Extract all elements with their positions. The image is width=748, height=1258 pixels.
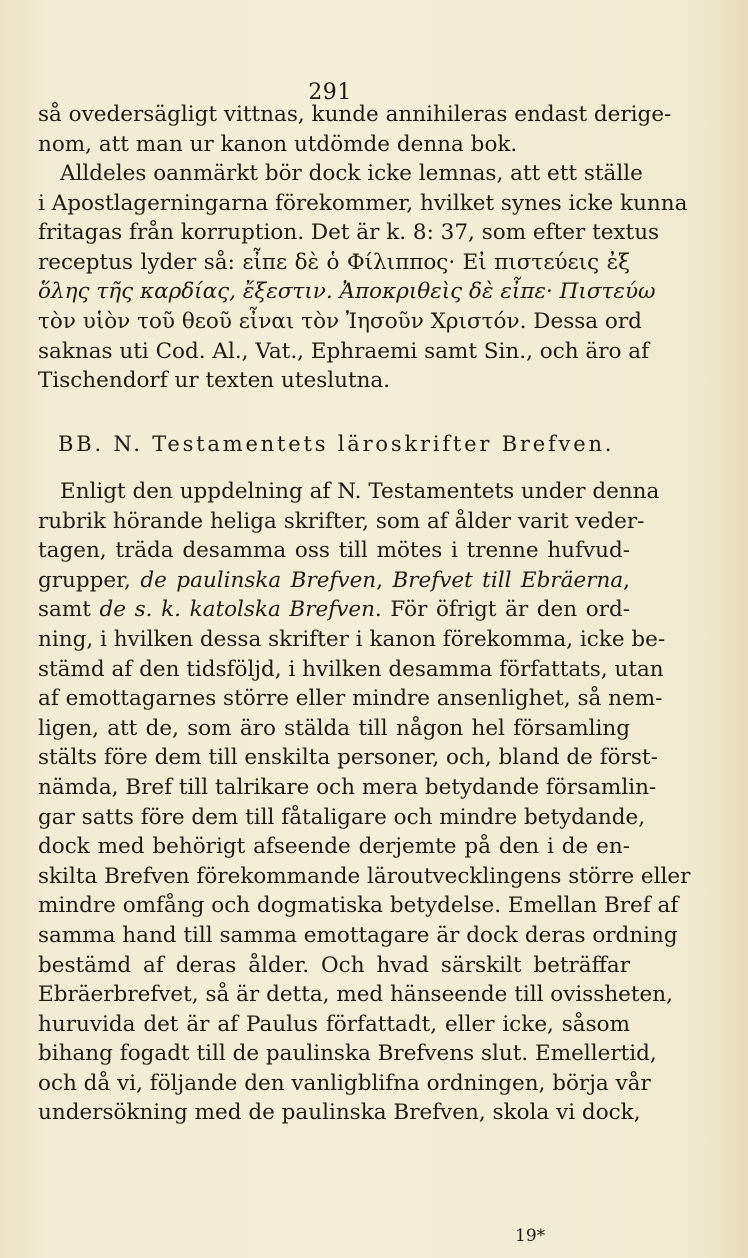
text-run: samt	[38, 597, 100, 623]
text-line: ning, i hvilken dessa skrifter i kanon förekomma, icke be-	[38, 626, 666, 652]
text-run: ,	[376, 567, 393, 593]
text-line: gar satts före dem till fåtaligare och mindre betydande,	[38, 804, 646, 830]
text-line: fritagas från korruption. Det är k. 8: 37, som efter textus	[38, 220, 660, 246]
paragraph-apostlagerningarna	[38, 159, 688, 396]
page-number: 291	[308, 80, 352, 105]
text-line: Tischendorf ur texten uteslutna.	[38, 368, 391, 394]
text-run: . För öfrigt är den ord-	[374, 597, 631, 623]
signature-mark: 19*	[515, 1226, 546, 1246]
text-line: stämd af den tidsföljd, i hvilken desamma författats, utan	[38, 656, 664, 682]
text-line: Enligt den uppdelning af N. Testamentets under denna	[60, 479, 660, 504]
section-heading: BB. N. Testamentets läroskrifter Brefven.	[58, 432, 615, 456]
text-line: saknas uti Cod. Al., Vat., Ephraemi samt Sin., och äro af	[38, 338, 650, 364]
text-line: i Apostlagerningarna förekommer, hvilket synes icke kunna	[38, 190, 688, 216]
text-line: af emottagarnes större eller mindre ansenlighet, så nem-	[38, 686, 663, 712]
text-line: ligen, att de, som äro stälda till någon hel församling	[38, 715, 630, 741]
text-line: huruvida det är af Paulus författadt, eller icke, såsom	[38, 1011, 630, 1037]
text-line: nom, att man ur kanon utdömde denna bok.	[38, 131, 518, 157]
text-line-mixed	[38, 595, 630, 625]
text-line-greek: τὸν υἱὸν τοῦ θεοῦ εἶναι τὸν Ἰησοῦν Χριστόν. Dessa ord	[38, 308, 642, 334]
text-run: grupper,	[38, 567, 141, 593]
text-line: tagen, träda desamma oss till mötes i trenne hufvud-	[38, 538, 630, 564]
text-line: och då vi, följande den vanligblifna ordningen, börja vår	[38, 1070, 651, 1096]
text-line-greek: ὅλης τῆς καρδίας, ἔξεστιν. Ἀποκριθεὶς δὲ εἶπε· Πιστεύω	[38, 279, 656, 305]
text-line: bestämd af deras ålder. Och hvad särskilt beträffar	[38, 952, 630, 978]
italic-term: de paulinska Brefven	[140, 567, 377, 593]
text-line: Ebräerbrefvet, så är detta, med hänseende till ovissheten,	[38, 982, 673, 1008]
text-line: skilta Brefven förekommande läroutvecklingens större eller	[38, 863, 691, 889]
text-line: stälts före dem till enskilta personer, och, bland de först-	[38, 745, 658, 771]
text-line: Alldeles oanmärkt bör dock icke lemnas, att ett ställe	[60, 161, 643, 186]
paragraph-brefven	[38, 477, 691, 1128]
italic-term: de s. k. katolska Brefven	[99, 597, 375, 623]
paragraph-continuation	[38, 100, 672, 159]
text-line: dock med behörigt afseende derjemte på den i de en-	[38, 834, 630, 860]
text-line: rubrik hörande heliga skrifter, som af ålder varit veder-	[38, 508, 645, 534]
text-line: undersökning med de paulinska Brefven, skola vi dock,	[38, 1100, 641, 1126]
text-line: samma hand till samma emottagare är dock deras ordning	[38, 922, 678, 948]
text-line: nämda, Bref till talrikare och mera betydande församlin-	[38, 774, 657, 800]
text-line-greek: receptus lyder så: εἶπε δὲ ὁ Φίλιππος· Εἰ πιστεύεις ἐξ	[38, 249, 630, 275]
text-line: bihang fogadt till de paulinska Brefvens slut. Emellertid,	[38, 1041, 657, 1067]
text-run: ,	[623, 567, 630, 593]
text-line: så ovedersägligt vittnas, kunde annihileras endast derige-	[38, 102, 672, 127]
text-line-mixed	[38, 566, 630, 596]
italic-term: Brefvet till Ebräerna	[392, 567, 624, 593]
text-line: mindre omfång och dogmatiska betydelse. Emellan Bref af	[38, 893, 679, 919]
